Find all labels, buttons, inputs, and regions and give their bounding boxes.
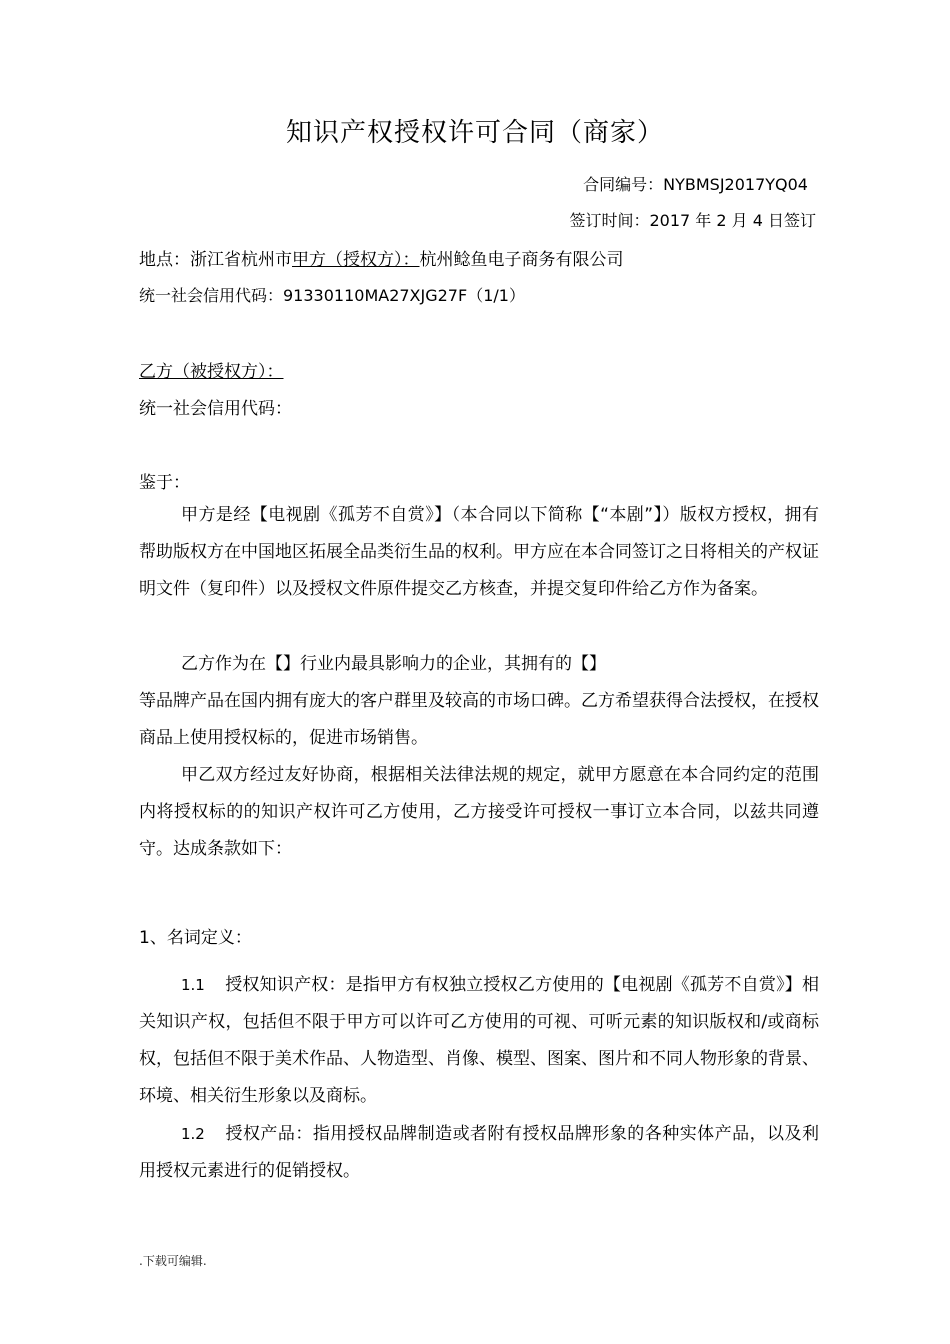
whereas-heading: 鉴于： <box>139 473 190 493</box>
paragraph-2-rest: 等品牌产品在国内拥有庞大的客户群里及较高的市场口碑。乙方希望获得合法授权，在授权商品上使用授权标的，促进市场销售。 <box>139 691 819 748</box>
paragraph-2-line-1: 乙方作为在【】行业内最具影响力的企业，其拥有的【】 <box>181 654 606 674</box>
section-1-heading: 1、名词定义： <box>139 928 252 948</box>
contract-number: 合同编号：NYBMSJ2017YQ04 <box>583 175 808 194</box>
party-b-credit-code: 统一社会信用代码： <box>139 399 292 419</box>
signing-time: 签订时间：2017 年 2 月 4 日签订 <box>569 211 816 230</box>
party-b-label: 乙方（被授权方）： <box>139 362 284 382</box>
clause-1-2-text: 授权产品：指用授权品牌制造或者附有授权品牌形象的各种实体产品，以及利用授权元素进行的促销授权。 <box>139 1124 819 1181</box>
party-a-credit-code: 统一社会信用代码：91330110MA27XJG27F（1/1） <box>139 286 525 305</box>
location-party-a-line <box>139 245 624 270</box>
paragraph-1: 甲方是经【电视剧《孤芳不自赏》】（本合同以下简称【“本剧”】）版权方授权，拥有帮助版权方在中国地区拓展全品类衍生品的权利。甲方应在本合同签订之日将相关的产权证明文件（复印件）以及授权文件原件提交乙方核查，并提交复印件给乙方作为备案。 <box>139 505 819 599</box>
clause-1-2 <box>139 1116 819 1190</box>
paragraph-3: 甲乙双方经过友好协商，根据相关法律法规的规定，就甲方愿意在本合同约定的范围内将授权标的的知识产权许可乙方使用，乙方接受许可授权一事订立本合同，以兹共同遵守。达成条款如下： <box>139 765 819 859</box>
clause-1-1-text: 授权知识产权：是指甲方有权独立授权乙方使用的【电视剧《孤芳不自赏》】相关知识产权，包括但不限于甲方可以许可乙方使用的可视、可听元素的知识版权和/或商标权，包括但不限于美术作品、人物造型、肖像、模型、图案、图片和不同人物形象的背景、环境、相关衍生形象以及商标。 <box>139 975 819 1106</box>
location: 地点：浙江省杭州市 <box>139 250 292 270</box>
document-title: 知识产权授权许可合同（商家） <box>285 118 664 148</box>
clause-1-1 <box>139 967 819 1115</box>
party-a-name: 杭州鲶鱼电子商务有限公司 <box>419 250 624 270</box>
clause-1-1-number: 1.1 <box>181 976 205 994</box>
clause-1-2-number: 1.2 <box>181 1125 205 1143</box>
party-a-label: 甲方（授权方）： <box>292 250 420 270</box>
page-footer: .下载可编辑. <box>139 1254 207 1268</box>
